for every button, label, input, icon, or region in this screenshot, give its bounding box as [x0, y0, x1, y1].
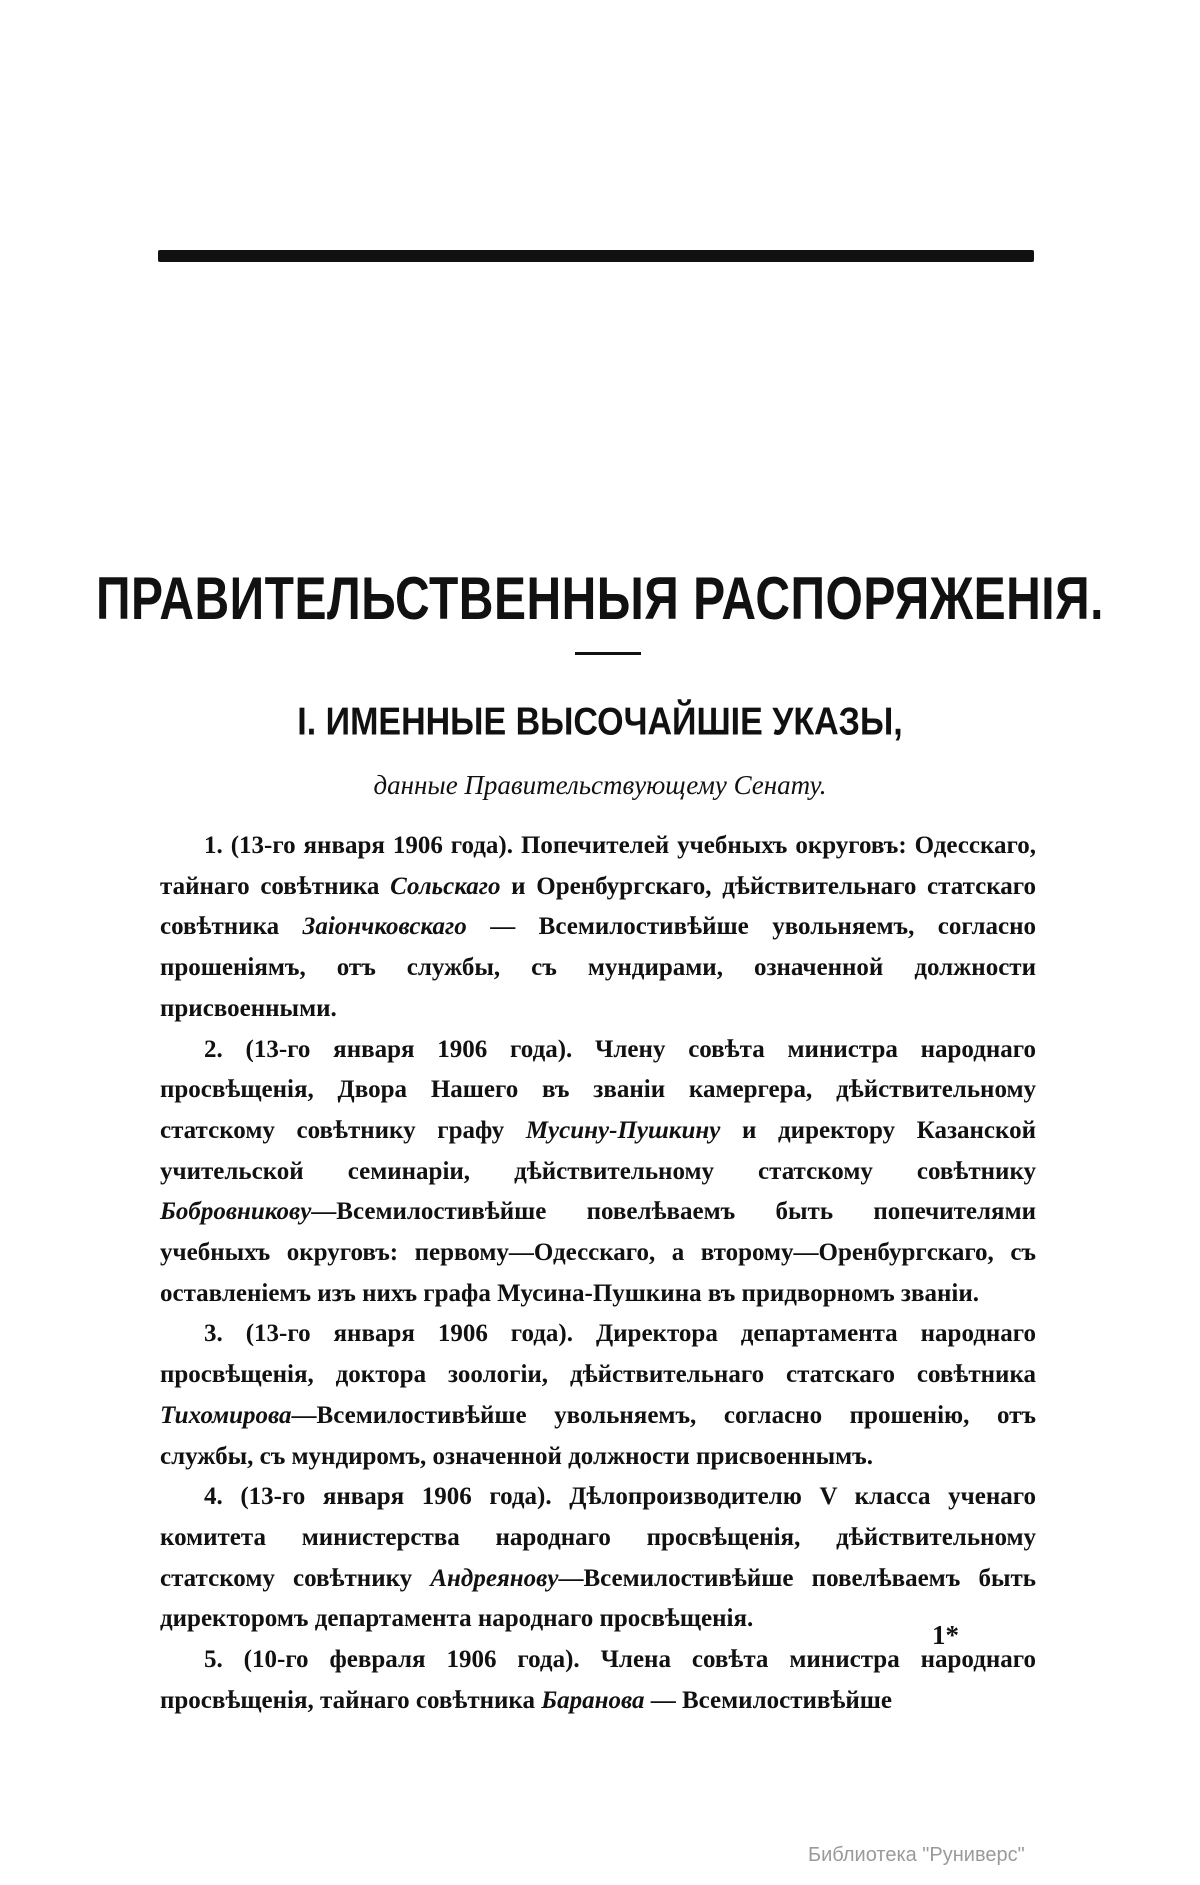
person-name: Сольскаго [390, 872, 501, 900]
paragraph-text: —Всемилостивѣйше повелѣваемъ быть директоромъ департамента народнаго просвѣщенія. [160, 1564, 1036, 1633]
page-title: ПРАВИТЕЛЬСТВЕННЫЯ РАСПОРЯЖЕНІЯ. [96, 566, 1104, 633]
paragraph-text: — Всемилостивѣйше [644, 1686, 892, 1714]
paragraph-text: 2. (13-го января 1906 года). Члену совѣта министра народнаго просвѣщенія, Двора Нашего въ званіи камергера, дѣйствительному статскому совѣтнику графу [160, 1035, 1036, 1144]
paragraph-text: и директору Казанской учительской семинаріи, дѣйствительному статскому совѣтнику [160, 1116, 1036, 1185]
paragraph-text: — Всемилостивѣйше увольняемъ, согласно прошеніямъ, отъ службы, съ мундирами, означенной должности присвоенными. [160, 913, 1037, 1022]
paragraph-5 [160, 1640, 1036, 1721]
library-watermark: Библиотека "Руниверс" [808, 1844, 1025, 1866]
paragraph-text: 5. (10-го февраля 1906 года). Члена совѣта министра народнаго просвѣщенія, тайнаго совѣтника [160, 1646, 1036, 1714]
paragraph-4 [160, 1477, 1036, 1640]
paragraph-text: 4. (13-го января 1906 года). Дѣлопроизводителю V класса ученаго комитета министерства народнаго просвѣщенія, дѣйствительному статскому совѣтнику [160, 1483, 1036, 1592]
person-name: Тихомирова [160, 1401, 292, 1429]
person-name: Бобровникову [160, 1198, 312, 1226]
document-body [160, 826, 1036, 1721]
title-divider [575, 652, 641, 655]
page-number: 1* [932, 1620, 959, 1650]
paragraph-3 [160, 1314, 1036, 1477]
section-heading: I. ИМЕННЫЕ ВЫСОЧАЙШІЕ УКАЗЫ, [297, 700, 903, 744]
person-name: Мусину-Пушкину [525, 1116, 721, 1144]
paragraph-text: 1. (13-го января 1906 года). Попечителей учебныхъ округовъ: Одесскаго, тайнаго совѣтника [160, 832, 1036, 900]
top-rule [158, 250, 1034, 262]
person-name: Андреянову [430, 1564, 559, 1592]
paragraph-text: —Всемилостивѣйше увольняемъ, согласно прошенію, отъ службы, съ мундиромъ, означенной должности присвоеннымъ. [160, 1401, 1036, 1470]
subheading: данные Правительствующему Сенату. [373, 770, 827, 800]
person-name: Заіончковскаго [302, 913, 467, 941]
paragraph-text: 3. (13-го января 1906 года). Директора департамента народнаго просвѣщенія, доктора зоологіи, дѣйствительнаго статскаго совѣтника [160, 1320, 1036, 1389]
person-name: Баранова [541, 1686, 645, 1714]
paragraph-text: и Оренбургскаго, дѣйствительнаго статскаго совѣтника [160, 872, 1037, 941]
paragraph-text: —Всемилостивѣйше повелѣваемъ быть попечителями учебныхъ округовъ: первому—Одесскаго, а второму—Оренбургскаго, съ оставленіемъ изъ нихъ графа Мусина-Пушкина въ придворномъ званіи. [160, 1198, 1036, 1307]
paragraph-1 [160, 826, 1036, 1030]
paragraph-2 [160, 1030, 1036, 1315]
